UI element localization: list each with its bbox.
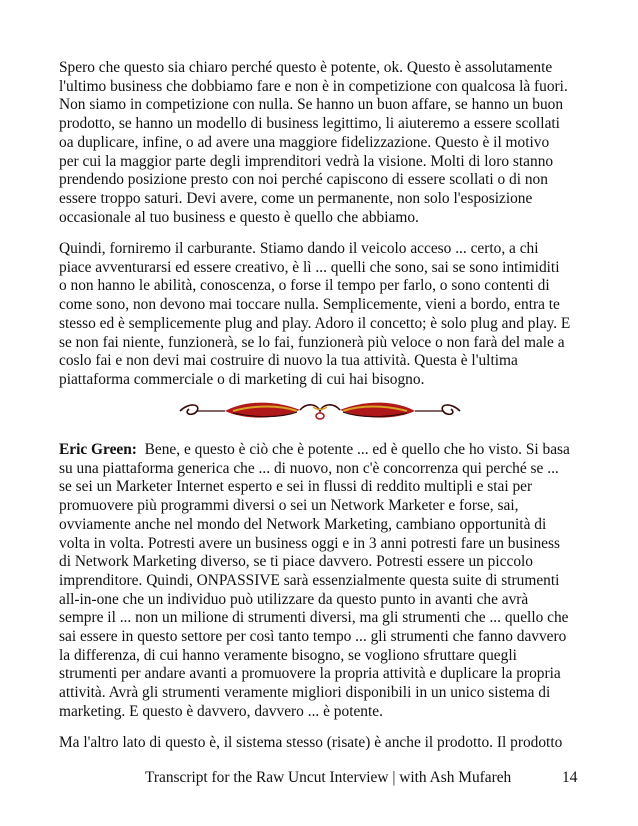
- text-line: Ma l'altro lato di questo è, il sistema stesso (risate) è anche il prodotto. Il prodotto: [59, 734, 563, 751]
- text-line: ovviamente anche nel mondo del Network Marketing, cambiano opportunità di: [59, 515, 547, 533]
- text-line: di Network Marketing diverso, se ti piace davvero. Potresti essere un piccolo: [59, 553, 533, 571]
- text-line: all-in-one che un individuo può utilizzare da questo punto in avanti che avrà: [59, 590, 529, 608]
- text-line: se sei un Marketer Internet esperto e sei in flussi di reddito multipli e stai per: [59, 478, 533, 496]
- footer-title: Transcript for the Raw Uncut Interview | with Ash Mufareh: [145, 769, 512, 786]
- page-number: 14: [562, 769, 578, 786]
- text-line: essere troppo saturi. Devi avere, come un permanente, non solo l'esposizione: [59, 189, 533, 207]
- text-line: attività. Avrà gli strumenti veramente migliori disponibili in un unico sistema di: [59, 684, 551, 702]
- text-line: promuovere più programmi diversi o sei un Network Marketer e forse, sai,: [59, 497, 519, 515]
- speaker-paragraph: [59, 441, 591, 722]
- text-line: su una piattaforma generica che ... di nuovo, non c'è concorrenza qui perché se ...: [59, 459, 559, 477]
- text-line: sempre il ... non un milione di strumenti diversi, ma gli strumenti che ... quello che: [59, 609, 569, 627]
- text-line: Spero che questo sia chiaro perché questo è potente, ok. Questo è assolutamente: [59, 59, 553, 76]
- text-line: imprenditore. Quindi, ONPASSIVE sarà essenzialmente questa suite di strumenti: [59, 571, 560, 589]
- paragraph: [59, 734, 591, 753]
- text-line: stesso ed è semplicemente plug and play. Adoro il concetto; è solo plug and play. E: [59, 314, 571, 332]
- text-line: per cui la maggior parte degli imprenditori vedrà la visione. Molti di loro stanno: [59, 152, 554, 170]
- text-line: Quindi, forniremo il carburante. Stiamo dando il veicolo acceso ... certo, a chi: [59, 240, 539, 257]
- text-line: prendendo posizione presto con noi perché capiscono di essere scollati o di non: [59, 171, 548, 189]
- text-line: o non hanno le abilità, conoscenza, o forse il tempo per farlo, o sono contenti di: [59, 277, 550, 295]
- speaker-name: Eric Green:: [59, 441, 137, 458]
- text-fragment: Bene, e questo è ciò che è potente ... ed è quello che ho visto. Si basa: [136, 441, 570, 458]
- flourish-divider-icon: [175, 400, 465, 422]
- text-line: prodotto, se hanno un modello di business legittimo, li aiuteremo a essere scollati: [59, 115, 560, 133]
- text-line: marketing. E questo è davvero, davvero ... è potente.: [59, 702, 383, 720]
- text-line: volta in volta. Potresti avere un business oggi e in 3 anni potresti fare un business: [59, 534, 560, 552]
- text-line: occasionale al tuo business e questo è quello che abbiamo.: [59, 208, 419, 226]
- text-line: piace avventurarsi ed essere creativo, è lì ... quelli che sono, sai se sono intimiditi: [59, 258, 560, 276]
- text-line: la differenza, di cui hanno veramente bisogno, se vogliono sfruttare quegli: [59, 646, 517, 664]
- text-line: strumenti per andare avanti a promuovere la propria attività e duplicare la propria: [59, 665, 561, 683]
- text-line: l'ultimo business che dobbiamo fare e non è in competizione con qualcosa là fuori.: [59, 77, 568, 95]
- text-line: come sono, non devono mai toccare nulla. Semplicemente, vieni a bordo, entra te: [59, 296, 560, 314]
- text-line: oa duplicare, infine, o ad avere una maggiore fidelizzazione. Questo è il motivo: [59, 133, 550, 151]
- text-line: sai essere in questo settore per così tanto tempo ... gli strumenti che fanno davvero: [59, 628, 567, 646]
- paragraph: [59, 59, 591, 227]
- text-line: Non siamo in competizione con nulla. Se hanno un buon affare, se hanno un buon: [59, 96, 564, 114]
- paragraph: [59, 240, 591, 390]
- text-line: se non fai niente, funzionerà, se lo fai, funzionerà più veloce o non farà del male a: [59, 333, 565, 351]
- text-line: coslo fai e non devi mai costruire di nuovo la tua attività. Questa è l'ultima: [59, 352, 518, 370]
- text-line: [59, 441, 591, 460]
- text-line: piattaforma commerciale o di marketing di cui hai bisogno.: [59, 370, 425, 388]
